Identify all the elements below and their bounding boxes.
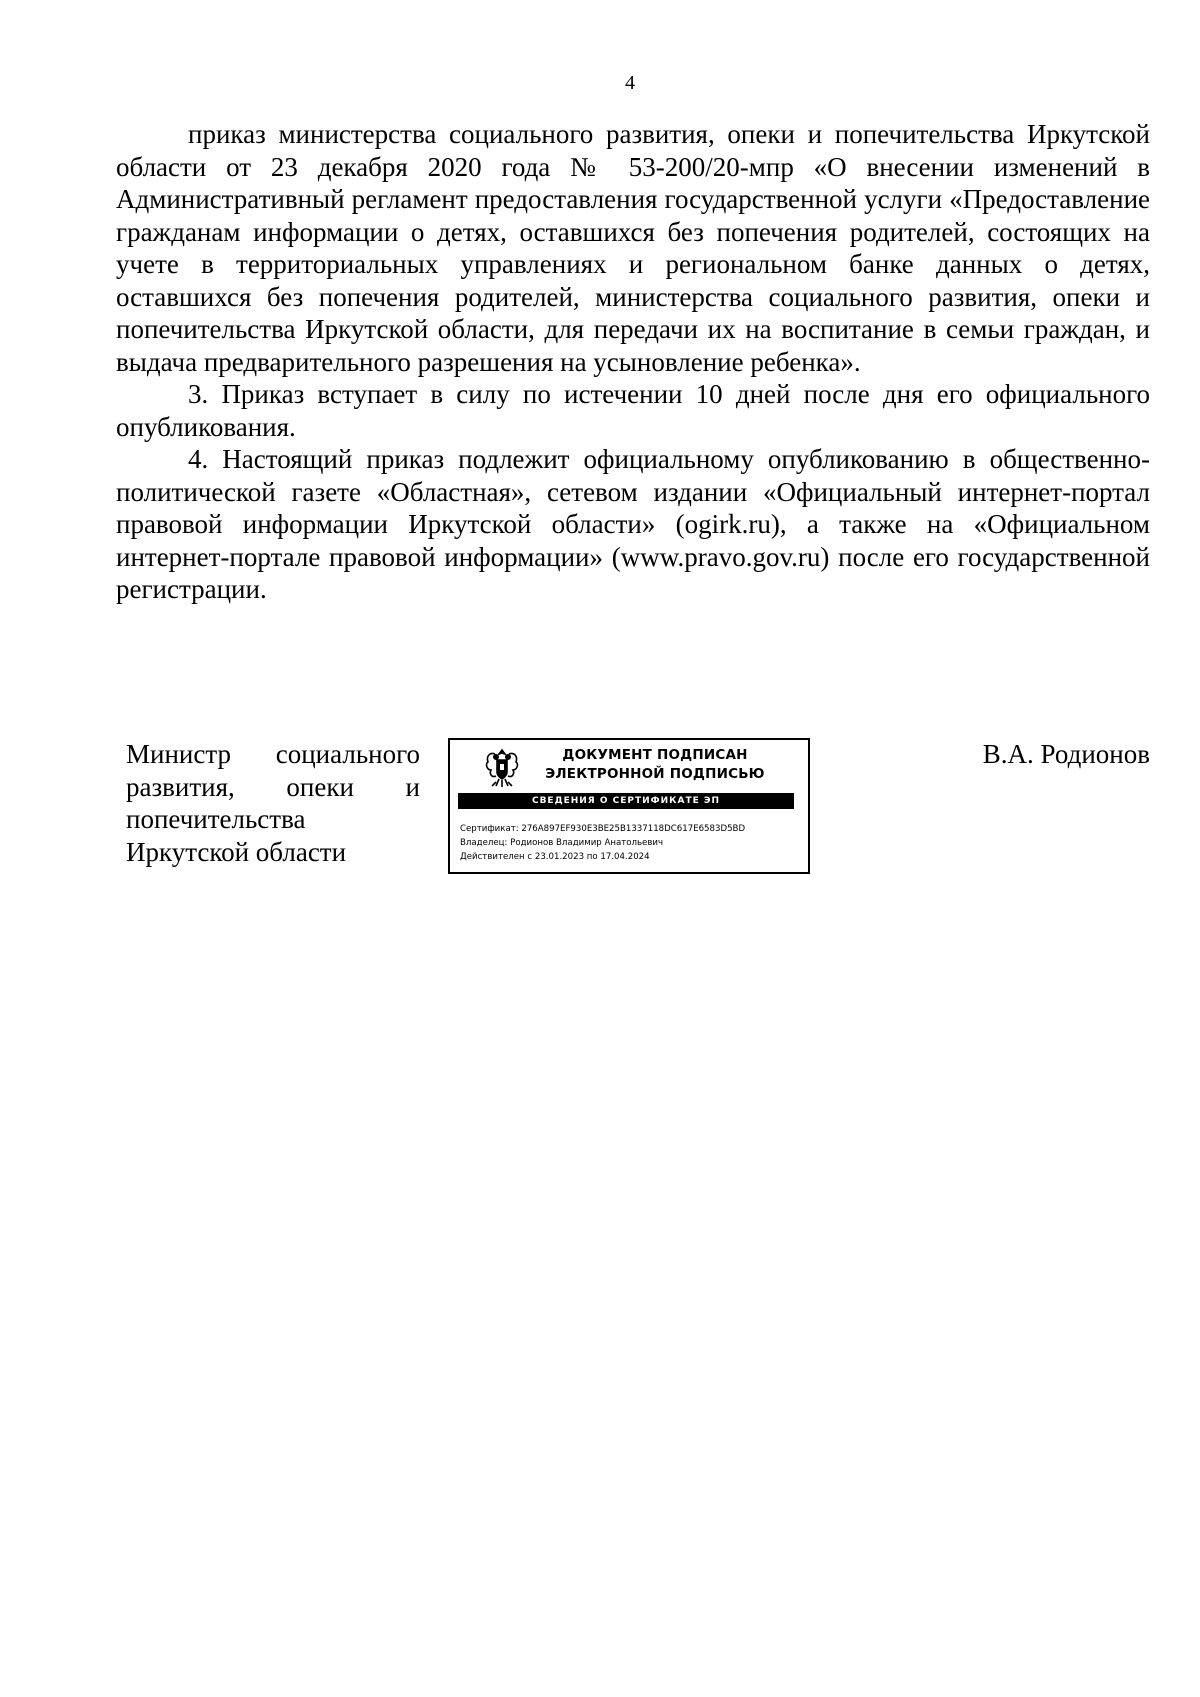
- signer-name: В.А. Родионов: [982, 739, 1150, 769]
- stamp-heading-line: ЭЛЕКТРОННОЙ ПОДПИСЬЮ: [545, 766, 765, 782]
- signer-title-line: Иркутской области: [126, 836, 347, 867]
- coat-of-arms-icon: [482, 746, 522, 792]
- electronic-signature-stamp: [448, 738, 810, 874]
- signer-title-line: Министр социального: [126, 739, 420, 769]
- page-number: 4: [625, 72, 635, 94]
- signature-block: [126, 738, 1150, 898]
- paragraph-item-3: 3. Приказ вступает в силу по истечении 10 дней после дня его официального опубликования.: [116, 379, 1150, 442]
- document-body: [116, 118, 1150, 606]
- paragraph-order-reference: приказ министерства социального развития, опеки и попечительства Иркутской области от 23 декабря 2020 года № 53-200/20-мпр «О внесении изменений в Административный регламент предоставления государственной услуги «Предоставление гражданам информации о детях, оставшихся без попечения родителей, состоящих на учете в территориальных управлениях и региональном банке данных о детях, оставшихся без попечения родителей, министерства социального развития, опеки и попечительства Иркутской области, для передачи их на воспитание в семьи граждан, и выдача предварительного разрешения на усыновление ребенка».: [116, 119, 1150, 377]
- certificate-validity: Действителен с 23.01.2023 по 17.04.2024: [460, 852, 650, 862]
- certificate-number: Сертификат: 276A897EF930E3BE25B1337118DC617E6583D5BD: [460, 824, 746, 834]
- certificate-owner: Владелец: Родионов Владимир Анатольевич: [460, 838, 664, 848]
- stamp-heading: [530, 746, 780, 784]
- certificate-details: [460, 822, 806, 864]
- signer-title: [126, 738, 420, 868]
- signer-title-line: попечительства: [126, 804, 306, 834]
- signer-title-line: развития, опеки и: [126, 771, 420, 802]
- stamp-heading-line: ДОКУМЕНТ ПОДПИСАН: [562, 747, 748, 763]
- paragraph-item-4: 4. Настоящий приказ подлежит официальному опубликованию в общественно-политической газете «Областная», сетевом издании «Официальный интернет-портал правовой информации Иркутской области» (ogirk.ru), а также на «Официальном интернет-портале правовой информации» (www.pravo.gov.ru) после его государственной регистрации.: [116, 444, 1150, 604]
- certificate-info-bar: СВЕДЕНИЯ О СЕРТИФИКАТЕ ЭП: [458, 793, 794, 809]
